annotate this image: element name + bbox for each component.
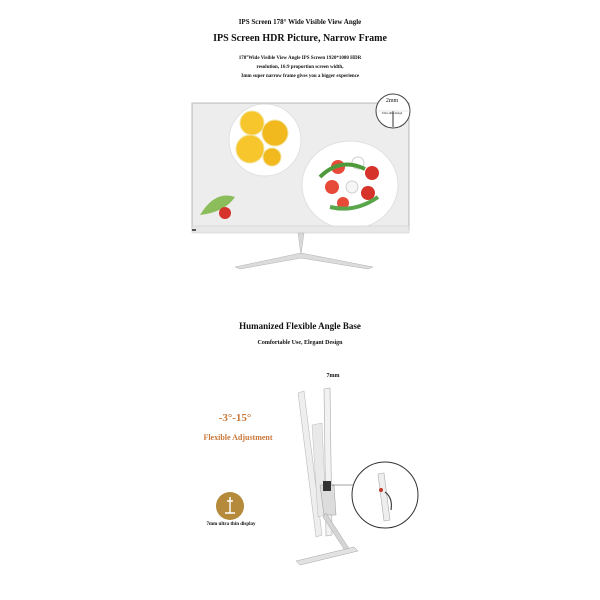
desc-line: resolution, 16:9 proportion screen width, [256, 65, 344, 70]
thickness-label: 7mm [326, 373, 340, 379]
badge-caption: 7mm ultra thin display [206, 522, 256, 527]
section1-kicker: IPS Screen 178° Wide Visible View Angle [238, 18, 362, 26]
section1-description [0, 54, 600, 81]
section2-title: Humanized Flexible Angle Base [239, 321, 361, 331]
desc-line: 3mm super narrow frame gives you a bigger experience [240, 74, 360, 79]
desc-line: 178°Wide Visible View Angle IPS Screen 1920*1080 HDR [238, 56, 362, 61]
section2-subtitle: Comfortable Use, Elegant Design [257, 340, 343, 346]
bezel-caption: Ultra-thin design [381, 111, 403, 115]
section1-title: IPS Screen HDR Picture, Narrow Frame [213, 33, 387, 44]
hinge-zoom-circle [350, 460, 420, 530]
bezel-width-label: 2mm [385, 98, 399, 104]
flexible-adjustment-label: Flexible Adjustment [203, 433, 273, 442]
tilt-angle-range: -3°-15° [218, 412, 252, 424]
thin-display-badge-icon [215, 491, 245, 521]
